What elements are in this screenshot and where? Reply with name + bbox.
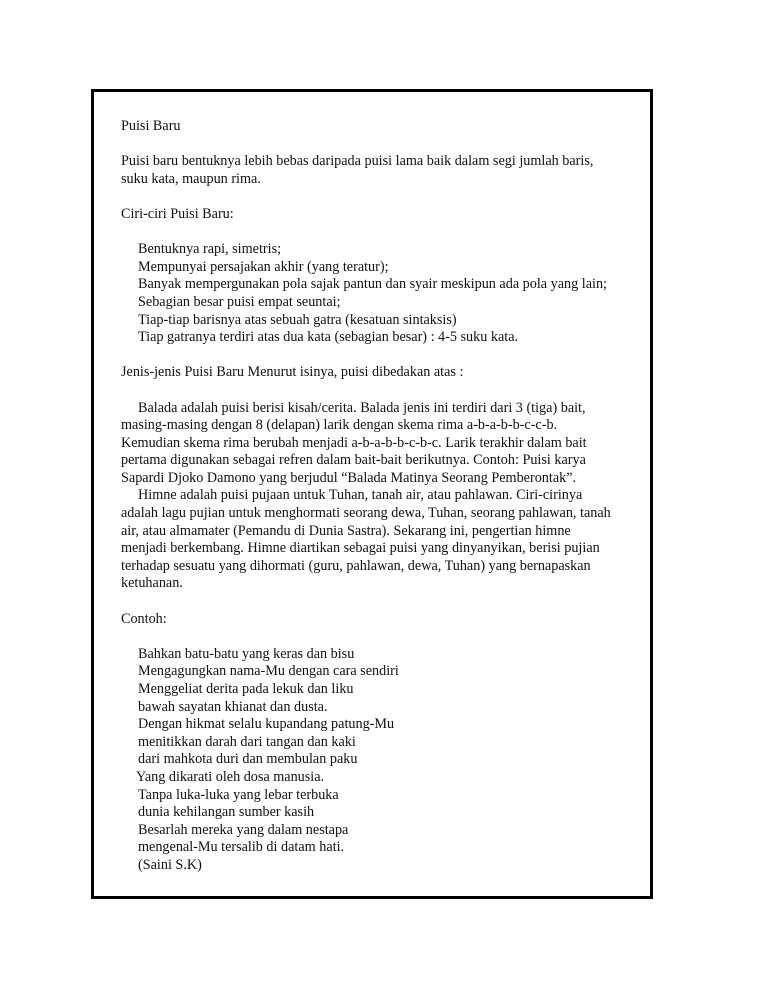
- poem-line: Bahkan batu-batu yang keras dan bisu: [138, 645, 355, 662]
- poem-line: Besarlah mereka yang dalam nestapa: [138, 821, 349, 838]
- list-item: Bentuknya rapi, simetris;: [138, 241, 282, 258]
- paragraph-line: Balada adalah puisi berisi kisah/cerita. Balada jenis ini terdiri dari 3 (tiga) bait,: [138, 399, 586, 416]
- paragraph-line: terhadap sesuatu yang dihormati (guru, pahlawan, dewa, Tuhan) yang bernapaskan: [121, 557, 591, 574]
- poem-line: Dengan hikmat selalu kupandang patung-Mu: [138, 716, 395, 733]
- poem: [121, 646, 651, 875]
- poem-line: menitikkan darah dari tangan dan kaki: [138, 733, 356, 750]
- intro-paragraph: [121, 153, 651, 188]
- poem-line: Yang dikarati oleh dosa manusia.: [136, 768, 325, 785]
- ciri-heading: Ciri-ciri Puisi Baru:: [121, 205, 234, 222]
- poem-line: dari mahkota duri dan membulan paku: [138, 751, 358, 768]
- paragraph-line: air, atau almamater (Pemandu di Dunia Sastra). Sekarang ini, pengertian himne: [121, 522, 571, 539]
- poem-line: Menggeliat derita pada lekuk dan liku: [138, 681, 354, 697]
- ciri-list: [121, 241, 651, 347]
- list-item: Sebagian besar puisi empat seuntai;: [138, 293, 341, 310]
- intro-line: suku kata, maupun rima.: [121, 170, 261, 187]
- poem-line: mengenal-Mu tersalib di datam hati.: [138, 839, 345, 856]
- paragraph-line: Kemudian skema rima berubah menjadi a-b-a-b-b-c-b-c. Larik terakhir dalam bait: [121, 434, 587, 451]
- contoh-heading: Contoh:: [121, 610, 167, 627]
- paragraph-line: Sapardi Djoko Damono yang berjudul “Balada Matinya Seorang Pemberontak”.: [121, 469, 577, 486]
- paragraph-line: adalah lagu pujian untuk menghormati seorang dewa, Tuhan, seorang pahlawan, tanah: [121, 505, 611, 522]
- list-item: Banyak mempergunakan pola sajak pantun dan syair meskipun ada pola yang lain;: [138, 276, 607, 293]
- paragraph-line: menjadi berkembang. Himne diartikan sebagai puisi yang dinyanyikan, berisi pujian: [121, 540, 600, 557]
- list-item: Tiap-tiap barisnya atas sebuah gatra (kesatuan sintaksis): [138, 311, 457, 328]
- poem-line: bawah sayatan khianat dan dusta.: [138, 698, 328, 715]
- balada-paragraph: [121, 400, 651, 488]
- poem-line: Mengagungkan nama-Mu dengan cara sendiri: [138, 663, 399, 680]
- list-item: Tiap gatranya terdiri atas dua kata (sebagian besar) : 4-5 suku kata.: [138, 329, 519, 346]
- paragraph-line: pertama digunakan sebagai refren dalam bait-bait berikutnya. Contoh: Puisi karya: [121, 452, 586, 469]
- paragraph-line: ketuhanan.: [121, 575, 183, 592]
- jenis-heading: Jenis-jenis Puisi Baru Menurut isinya, puisi dibedakan atas :: [121, 364, 464, 381]
- list-item: Mempunyai persajakan akhir (yang teratur);: [138, 258, 389, 275]
- poem-line: Tanpa luka-luka yang lebar terbuka: [138, 786, 339, 803]
- paragraph-line: masing-masing dengan 8 (delapan) larik dengan skema rima a-b-a-b-b-c-c-b.: [121, 417, 558, 434]
- poem-author: (Saini S.K): [138, 856, 202, 873]
- intro-line: Puisi baru bentuknya lebih bebas daripada puisi lama baik dalam segi jumlah baris,: [121, 153, 594, 170]
- poem-line: dunia kehilangan sumber kasih: [138, 804, 315, 821]
- paragraph-line: Himne adalah puisi pujaan untuk Tuhan, tanah air, atau pahlawan. Ciri-cirinya: [138, 487, 583, 504]
- himne-paragraph: [121, 487, 651, 593]
- page-title: Puisi Baru: [121, 118, 181, 134]
- document-body: [121, 118, 651, 875]
